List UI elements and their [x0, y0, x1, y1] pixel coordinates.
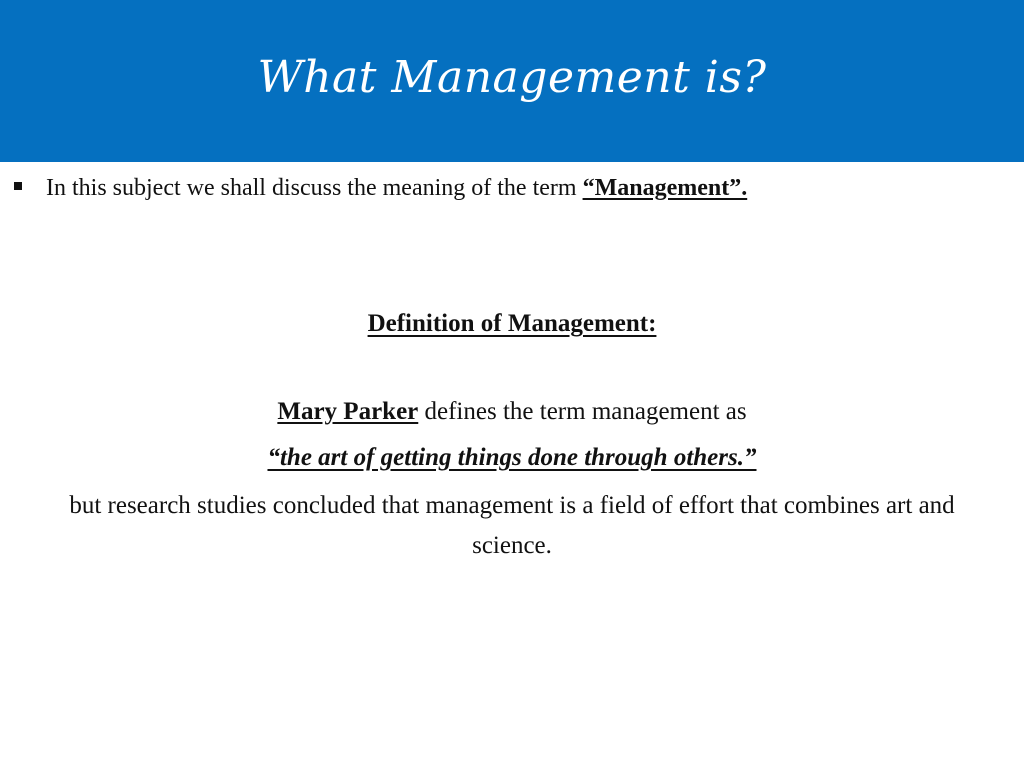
- square-bullet-icon: [14, 182, 22, 190]
- slide-title: What Management is?: [257, 52, 767, 103]
- author-name: Mary Parker: [277, 398, 419, 425]
- definition-heading: Definition of Management:: [367, 310, 657, 337]
- author-text: defines the term management as: [418, 398, 747, 425]
- bullet-item: [14, 172, 1004, 204]
- definition-line: [40, 396, 984, 428]
- management-term: “Management”.: [582, 175, 748, 201]
- title-bar: [0, 0, 1024, 162]
- research-text: but research studies concluded that management is a field of effort that combines art and science.: [69, 492, 955, 559]
- bullet-text: In this subject we shall discuss the meaning of the term: [46, 175, 583, 201]
- definition-quote: “the art of getting things done through others.”: [267, 444, 757, 471]
